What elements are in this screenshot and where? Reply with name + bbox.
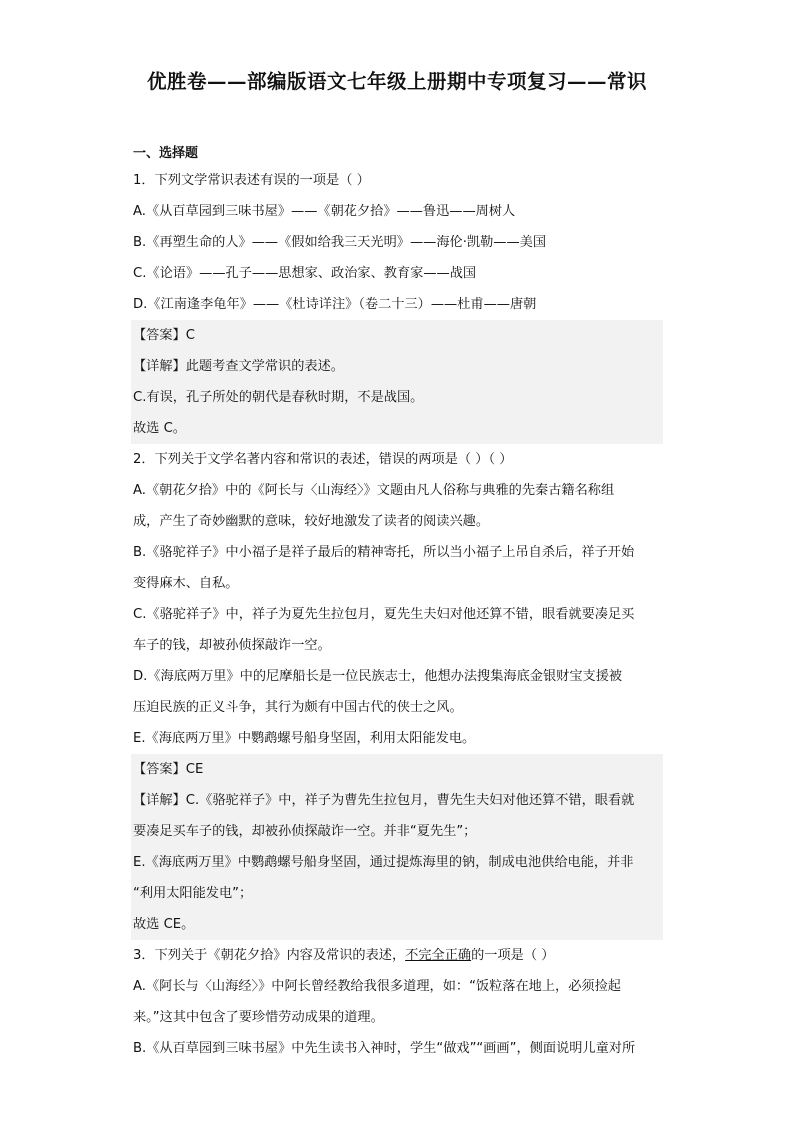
stem-text: 3．下列关于《朝花夕拾》内容及常识的表述，: [133, 948, 406, 963]
answer-block: [131, 320, 663, 444]
explanation-line: “利用太阳能发电”；: [133, 886, 253, 901]
underlined-emphasis: 不完全正确: [405, 948, 472, 963]
option-line: A.《阿长与〈山海经〉》中阿长曾经教给我很多道理，如：“饭粒落在地上，必须捡起: [133, 979, 621, 994]
option-c: C.《论语》——孔子——思想家、政治家、教育家——战国: [133, 266, 477, 281]
document-body: [133, 141, 663, 1064]
option-line: B.《从百草园到三味书屋》中先生读书入神时，学生“做戏”“画画”，侧面说明儿童对所: [133, 1041, 636, 1056]
question-stem: [133, 940, 663, 971]
question-2: [133, 444, 663, 940]
option-line: E.《海底两万里》中鹦鹉螺号船身坚固，利用太阳能发电。: [133, 731, 476, 746]
option-line: A.《朝花夕拾》中的《阿长与〈山海经〉》文题由凡人俗称与典雅的先秦古籍名称组: [133, 483, 615, 498]
option-line: 车子的钱，却被孙侦探敲诈一空。: [133, 638, 331, 653]
option-line: 变得麻木、自私。: [133, 576, 239, 591]
section-heading: 一、选择题: [133, 146, 199, 161]
option-d: D.《江南逢李龟年》——《杜诗详注》（卷二十三）——杜甫——唐朝: [133, 297, 537, 312]
question-1: [133, 165, 663, 444]
option-line: 成，产生了奇妙幽默的意味，较好地激发了读者的阅读兴趣。: [133, 514, 490, 529]
question-stem: 2．下列关于文学名著内容和常识的表述，错误的两项是（ ）（ ）: [133, 452, 513, 467]
option-line: B.《骆驼祥子》中小福子是祥子最后的精神寄托，所以当小福子上吊自杀后，祥子开始: [133, 545, 635, 560]
question-stem: 1．下列文学常识表述有误的一项是（ ）: [133, 173, 370, 188]
answer-label: 【答案】C: [133, 328, 195, 343]
stem-text: 的一项是（ ）: [471, 948, 555, 963]
option-line: D.《海底两万里》中的尼摩船长是一位民族志士，他想办法搜集海底金银财宝支援被: [133, 669, 623, 684]
explanation-line: 故选 C。: [133, 421, 186, 436]
explanation-line: C.有误，孔子所处的朝代是春秋时期，不是战国。: [133, 390, 424, 405]
question-3: [133, 940, 663, 1064]
explanation-line: 【详解】C.《骆驼祥子》中，祥子为曹先生拉包月，曹先生夫妇对他还算不错，眼看就: [133, 793, 635, 808]
option-b: B.《再塑生命的人》——《假如给我三天光明》——海伦·凯勒——美国: [133, 235, 547, 250]
explanation-line: 【详解】此题考查文学常识的表述。: [133, 359, 344, 374]
page-title: 优胜卷——部编版语文七年级上册期中专项复习——常识: [146, 70, 647, 93]
option-line: 压迫民族的正义斗争，其行为颇有中国古代的侠士之风。: [133, 700, 463, 715]
explanation-line: E.《海底两万里》中鹦鹉螺号船身坚固，通过提炼海里的钠，制成电池供给电能，并非: [133, 855, 634, 870]
option-a: A.《从百草园到三味书屋》——《朝花夕拾》——鲁迅——周树人: [133, 204, 516, 219]
answer-block: [131, 754, 663, 940]
option-line: C.《骆驼祥子》中，祥子为夏先生拉包月，夏先生夫妇对他还算不错，眼看就要凑足买: [133, 607, 635, 622]
explanation-line: 故选 CE。: [133, 917, 195, 932]
answer-label: 【答案】CE: [133, 762, 204, 777]
explanation-line: 要凑足买车子的钱，却被孙侦探敲诈一空。并非“夏先生”；: [133, 824, 477, 839]
option-line: 来。”这其中包含了要珍惜劳动成果的道理。: [133, 1010, 384, 1025]
